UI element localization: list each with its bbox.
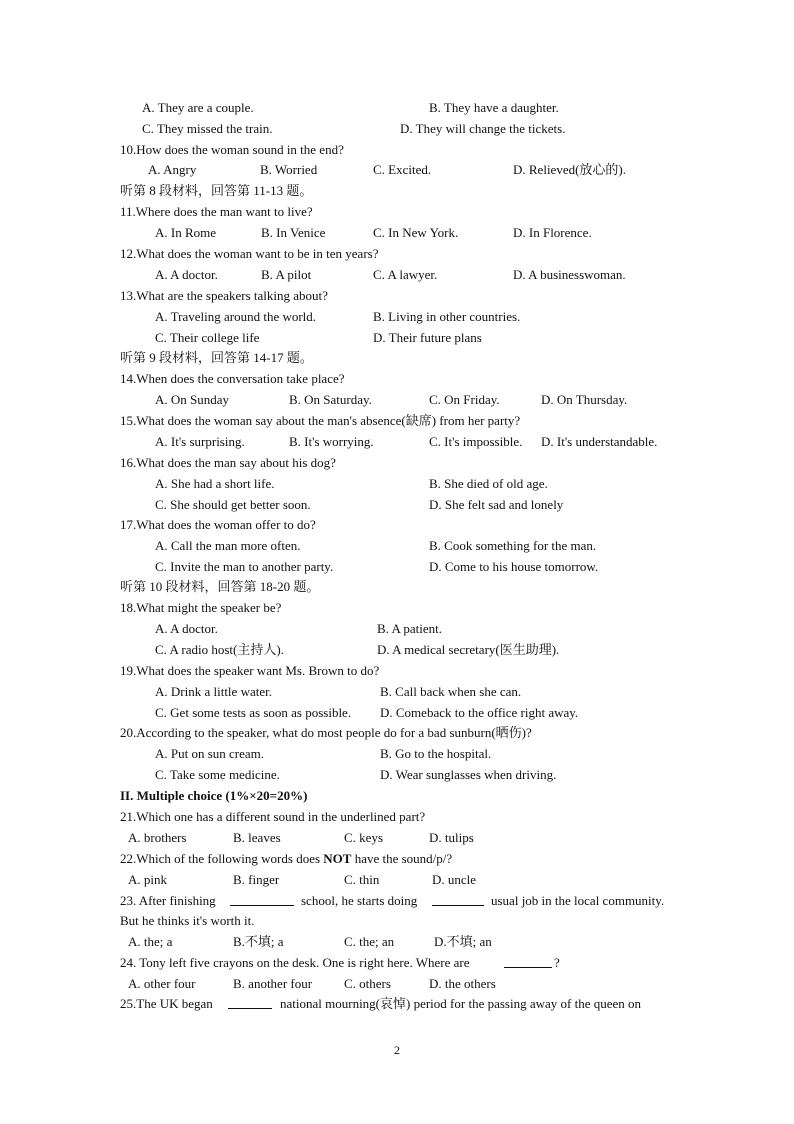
q22-option-d: D. uncle	[432, 872, 477, 887]
q22-option-a: A. pink	[128, 872, 167, 887]
q10-option-d: D. Relieved(放心的).	[513, 162, 627, 177]
q15-option-d: D. It's understandable.	[541, 434, 658, 449]
q20-option-c: C. Take some medicine.	[155, 767, 280, 782]
q24-option-a: A. other four	[128, 976, 196, 991]
q15-stem: 15.What does the woman say about the man's absence(缺席) from her party?	[120, 413, 521, 428]
q19-option-a: A. Drink a little water.	[155, 684, 272, 699]
q24-stem-part1: 24. Tony left five crayons on the desk. One is right here. Where are	[120, 955, 470, 970]
q14-option-a: A. On Sunday	[155, 392, 230, 407]
q11-option-c: C. In New York.	[373, 225, 459, 240]
q21-option-a: A. brothers	[128, 830, 187, 845]
q23-stem-line2: But he thinks it's worth it.	[120, 913, 255, 928]
q17-stem: 17.What does the woman offer to do?	[120, 517, 316, 532]
part-2-heading: II. Multiple choice (1%×20=20%)	[120, 788, 308, 803]
q16-option-b: B. She died of old age.	[429, 476, 548, 491]
q22-option-b: B. finger	[233, 872, 280, 887]
q23-option-a: A. the; a	[128, 934, 173, 949]
q14-option-c: C. On Friday.	[429, 392, 500, 407]
q13-option-a: A. Traveling around the world.	[155, 309, 317, 324]
q16-option-d: D. She felt sad and lonely	[429, 497, 564, 512]
q16-option-c: C. She should get better soon.	[155, 497, 311, 512]
q19-stem: 19.What does the speaker want Ms. Brown to do?	[120, 663, 380, 678]
q18-option-a: A. A doctor.	[155, 621, 218, 636]
q9-option-b: B. They have a daughter.	[429, 100, 559, 115]
q13-option-b: B. Living in other countries.	[373, 309, 521, 324]
q18-option-b: B. A patient.	[377, 621, 442, 636]
q10-option-c: C. Excited.	[373, 162, 432, 177]
q24-blank[interactable]	[504, 955, 552, 968]
q15-option-c: C. It's impossible.	[429, 434, 523, 449]
q24-option-d: D. the others	[429, 976, 496, 991]
q15-option-a: A. It's surprising.	[155, 434, 245, 449]
q19-option-c: C. Get some tests as soon as possible.	[155, 705, 352, 720]
q12-option-a: A. A doctor.	[155, 267, 218, 282]
q11-option-b: B. In Venice	[261, 225, 326, 240]
q12-stem: 12.What does the woman want to be in ten years?	[120, 246, 379, 261]
q23-option-d: D.不填; an	[434, 934, 492, 949]
q22-stem	[120, 851, 452, 867]
q25-stem-part1: 25.The UK began	[120, 996, 213, 1011]
q23-stem-part1: 23. After finishing	[120, 893, 216, 908]
q17-option-a: A. Call the man more often.	[155, 538, 301, 553]
q23-option-b: B.不填; a	[233, 934, 284, 949]
q21-stem: 21.Which one has a different sound in the underlined part?	[120, 809, 426, 824]
q20-option-a: A. Put on sun cream.	[155, 746, 265, 761]
q18-stem: 18.What might the speaker be?	[120, 600, 282, 615]
q23-blank-1[interactable]	[230, 893, 294, 906]
q9-option-c: C. They missed the train.	[142, 121, 273, 136]
q22-stem-pre: 22.Which of the following words does	[120, 851, 324, 866]
q23-blank-2[interactable]	[432, 893, 484, 906]
q25-stem-part2: national mourning(哀悼) period for the passing away of the queen on	[280, 996, 642, 1011]
q20-stem: 20.According to the speaker, what do most people do for a bad sunburn(晒伤)?	[120, 725, 532, 740]
q25-blank[interactable]	[228, 996, 272, 1009]
q11-option-d: D. In Florence.	[513, 225, 592, 240]
q22-stem-post: have the sound/p/?	[351, 851, 453, 866]
section-8-instruction: 听第 8 段材料，回答第 11-13 题。	[120, 183, 313, 198]
q23-stem-part2: school, he starts doing	[301, 893, 418, 908]
q19-option-b: B. Call back when she can.	[380, 684, 522, 699]
q21-option-c: C. keys	[344, 830, 383, 845]
q11-stem: 11.Where does the man want to live?	[120, 204, 313, 219]
q20-option-b: B. Go to the hospital.	[380, 746, 492, 761]
q24-option-c: C. others	[344, 976, 391, 991]
q13-option-c: C. Their college life	[155, 330, 260, 345]
q22-option-c: C. thin	[344, 872, 380, 887]
q17-option-b: B. Cook something for the man.	[429, 538, 597, 553]
q16-option-a: A. She had a short life.	[155, 476, 275, 491]
q19-option-d: D. Comeback to the office right away.	[380, 705, 579, 720]
q13-stem: 13.What are the speakers talking about?	[120, 288, 328, 303]
section-10-instruction: 听第 10 段材料，回答第 18-20 题。	[120, 579, 320, 594]
q10-option-a: A. Angry	[148, 162, 197, 177]
page-number: 2	[394, 1043, 400, 1057]
q23-stem-part3: usual job in the local community.	[491, 893, 665, 908]
q12-option-b: B. A pilot	[261, 267, 312, 282]
q16-stem: 16.What does the man say about his dog?	[120, 455, 336, 470]
q18-option-d: D. A medical secretary(医生助理).	[377, 642, 560, 657]
q24-stem-part2: ?	[554, 955, 560, 970]
q9-option-a: A. They are a couple.	[142, 100, 254, 115]
q20-option-d: D. Wear sunglasses when driving.	[380, 767, 557, 782]
q17-option-d: D. Come to his house tomorrow.	[429, 559, 599, 574]
section-9-instruction: 听第 9 段材料，回答第 14-17 题。	[120, 350, 313, 365]
q15-option-b: B. It's worrying.	[289, 434, 374, 449]
q24-option-b: B. another four	[233, 976, 313, 991]
q10-stem: 10.How does the woman sound in the end?	[120, 142, 344, 157]
q10-option-b: B. Worried	[260, 162, 318, 177]
q12-option-d: D. A businesswoman.	[513, 267, 626, 282]
q18-option-c: C. A radio host(主持人).	[155, 642, 284, 657]
q23-option-c: C. the; an	[344, 934, 395, 949]
q14-option-b: B. On Saturday.	[289, 392, 372, 407]
q9-option-d: D. They will change the tickets.	[400, 121, 566, 136]
q13-option-d: D. Their future plans	[373, 330, 482, 345]
q21-option-b: B. leaves	[233, 830, 281, 845]
q14-stem: 14.When does the conversation take place?	[120, 371, 345, 386]
q11-option-a: A. In Rome	[155, 225, 217, 240]
q22-stem-bold: NOT	[323, 851, 352, 866]
q12-option-c: C. A lawyer.	[373, 267, 438, 282]
q14-option-d: D. On Thursday.	[541, 392, 628, 407]
q21-option-d: D. tulips	[429, 830, 474, 845]
q17-option-c: C. Invite the man to another party.	[155, 559, 334, 574]
